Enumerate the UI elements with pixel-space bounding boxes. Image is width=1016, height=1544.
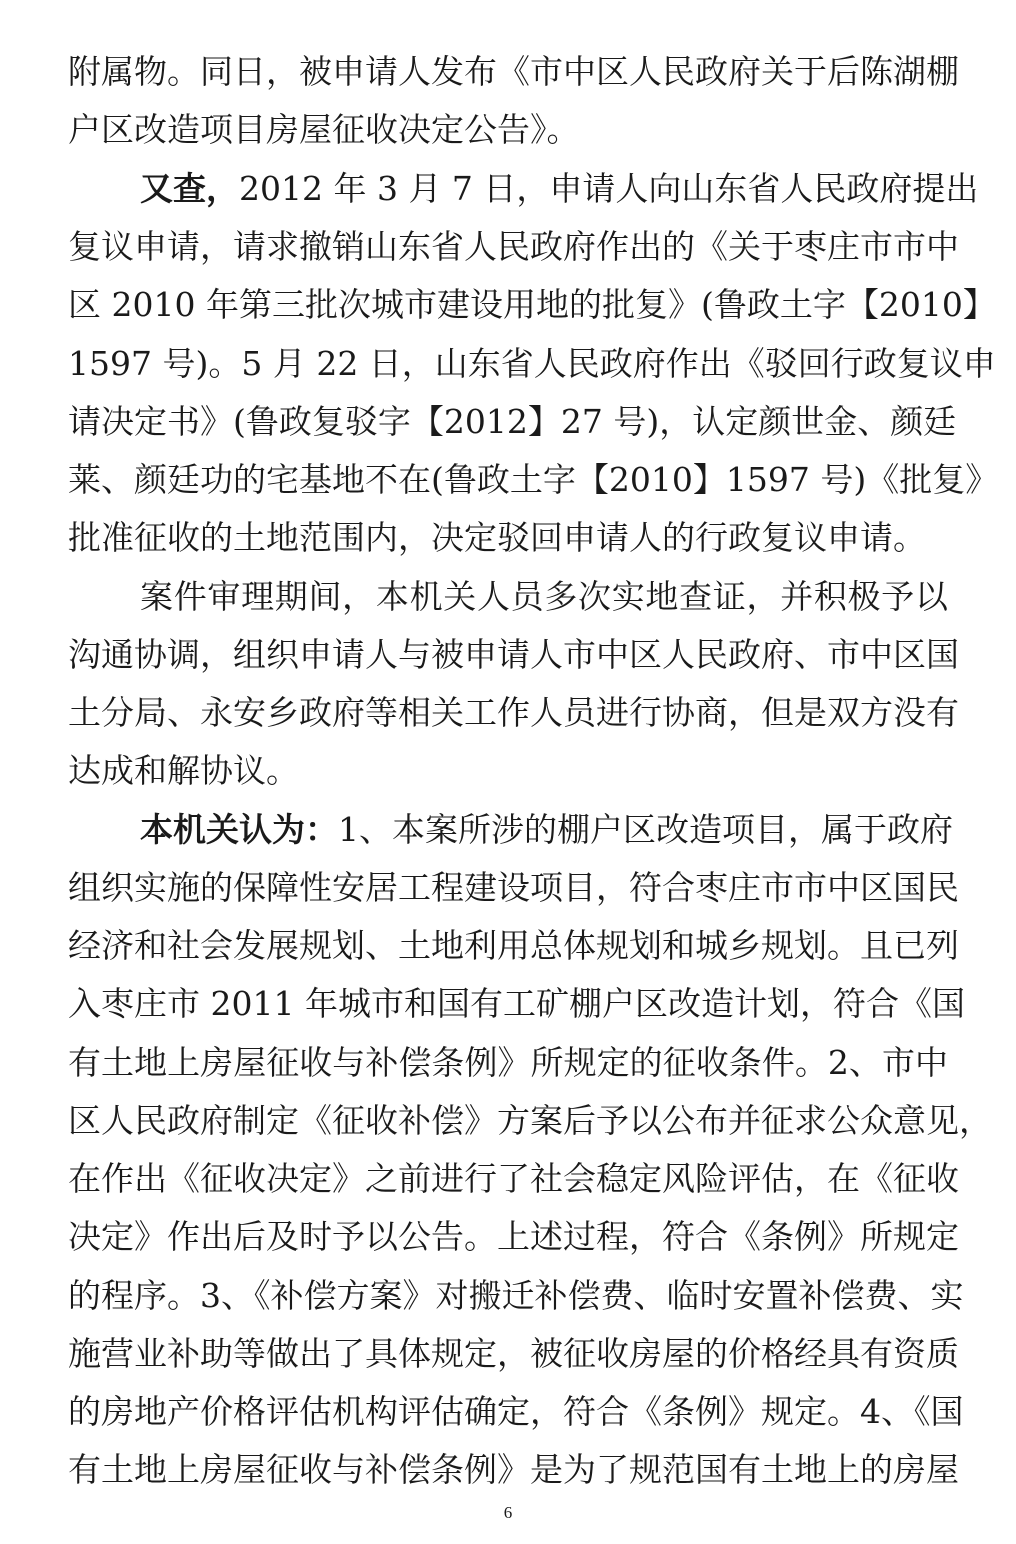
text-line: 请决定书》(鲁政复驳字【2012】27 号)，认定颜世金、颜廷 (68, 402, 957, 441)
text-line: 组织实施的保障性安居工程建设项目，符合枣庄市市中区国民 (68, 868, 959, 907)
text-segment: 2012 年 3 月 7 日，申请人向山东省人民政府提出 (239, 169, 979, 208)
text-line: 的房地产价格评估机构评估确定，符合《条例》规定。4、《国 (68, 1392, 964, 1431)
text-segment: 1、本案所涉的棚户区改造项目，属于政府 (338, 810, 953, 849)
text-line: 户区改造项目房屋征收决定公告》。 (68, 110, 580, 149)
text-line: 达成和解协议。 (68, 751, 299, 790)
text-line (140, 167, 979, 211)
text-line: 附属物。同日，被申请人发布《市中区人民政府关于后陈湖棚 (68, 52, 959, 91)
text-line: 土分局、永安乡政府等相关工作人员进行协商，但是双方没有 (68, 693, 959, 732)
text-line: 区 2010 年第三批次城市建设用地的批复》(鲁政土字【2010】 (68, 285, 996, 324)
text-line: 施营业补助等做出了具体规定，被征收房屋的价格经具有资质 (68, 1334, 959, 1373)
lead-heading: 又查， (140, 169, 239, 208)
text-line: 入枣庄市 2011 年城市和国有工矿棚户区改造计划，符合《国 (68, 984, 965, 1023)
text-line: 有土地上房屋征收与补偿条例》所规定的征收条件。2、市中 (68, 1043, 948, 1082)
text-line: 决定》作出后及时予以公告。上述过程，符合《条例》所规定 (68, 1217, 959, 1256)
text-line (140, 808, 953, 852)
lead-heading: 本机关认为： (140, 810, 338, 849)
text-line: 莱、颜廷功的宅基地不在(鲁政土字【2010】1597 号)《批复》 (68, 460, 999, 499)
text-line: 在作出《征收决定》之前进行了社会稳定风险评估，在《征收 (68, 1159, 959, 1198)
text-line: 有土地上房屋征收与补偿条例》是为了规范国有土地上的房屋 (68, 1450, 959, 1489)
text-line: 沟通协调，组织申请人与被申请人市中区人民政府、市中区国 (68, 635, 959, 674)
page-number: 6 (503, 1503, 513, 1522)
text-line: 的程序。3、《补偿方案》对搬迁补偿费、临时安置补偿费、实 (68, 1276, 964, 1315)
text-line: 经济和社会发展规划、土地利用总体规划和城乡规划。且已列 (68, 926, 959, 965)
text-line: 1597 号)。5 月 22 日，山东省人民政府作出《驳回行政复议申 (68, 344, 996, 383)
text-line: 复议申请，请求撤销山东省人民政府作出的《关于枣庄市市中 (68, 227, 959, 266)
text-line: 案件审理期间，本机关人员多次实地查证，并积极予以 (140, 577, 948, 616)
text-line: 批准征收的土地范围内，决定驳回申请人的行政复议申请。 (68, 518, 926, 557)
text-line: 区人民政府制定《征收补偿》方案后予以公布并征求公众意见， (68, 1101, 992, 1140)
